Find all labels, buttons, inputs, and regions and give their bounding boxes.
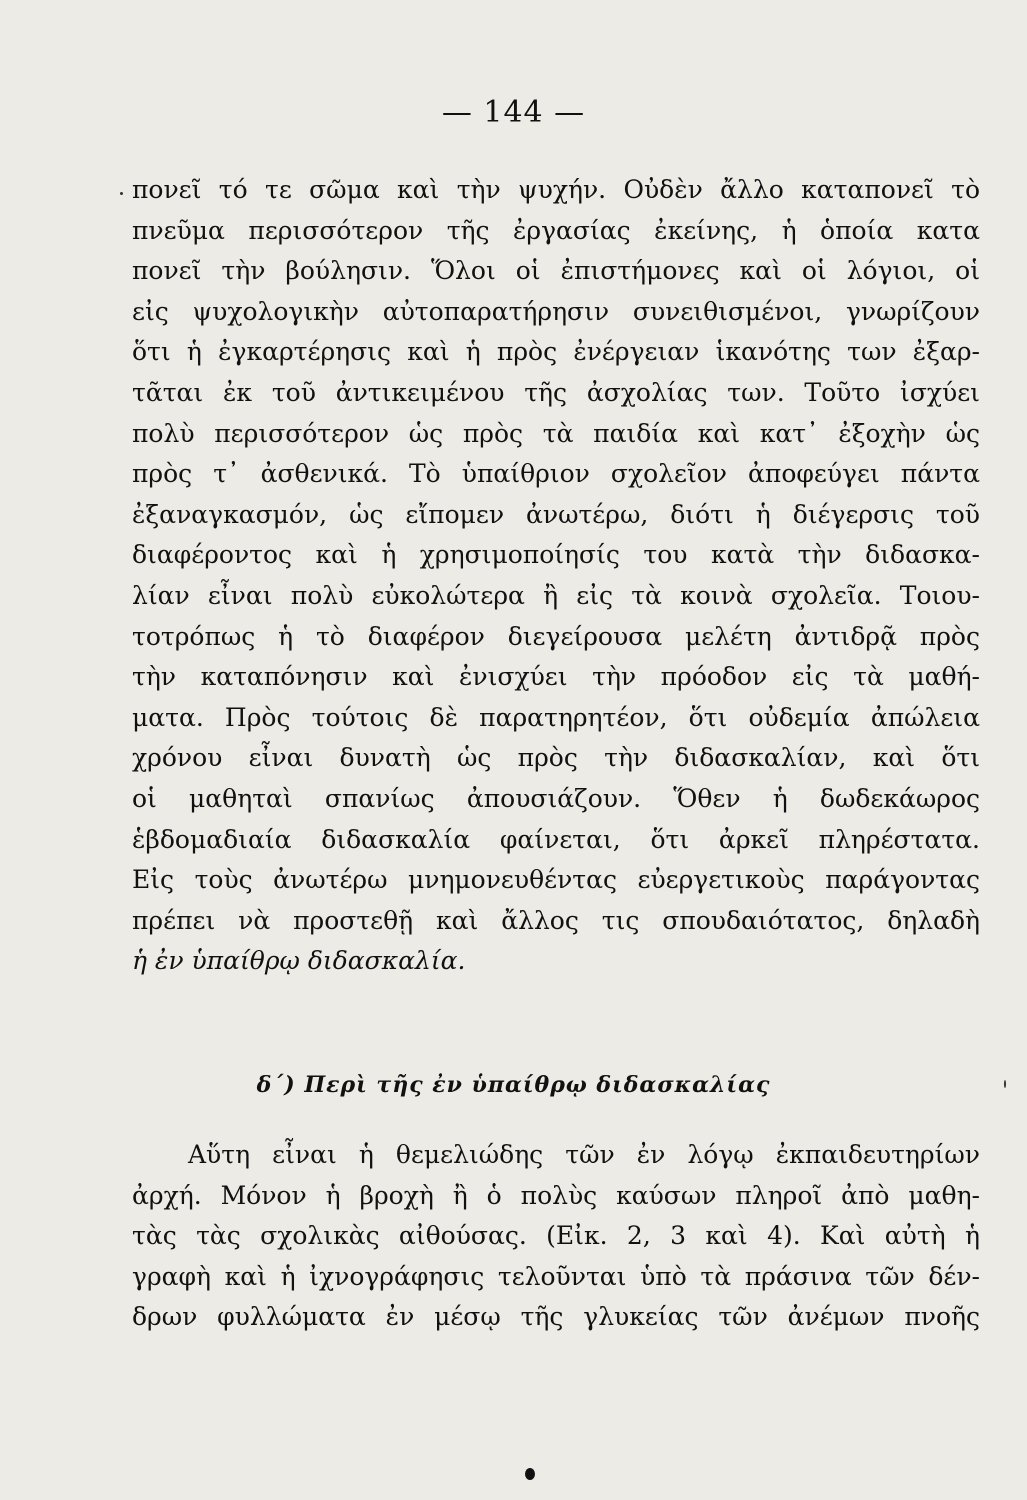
ink-speck [1004,1080,1006,1088]
text-line: τᾶται ἐκ τοῦ ἀντικειμένου τῆς ἀσχολίας των. Τοῦτο ἰσχύει [132,377,980,407]
text-line: ὅτι ἡ ἐγκαρτέρησις καὶ ἡ πρὸς ἐνέργειαν ἱκανότης των ἐξαρ- [132,337,980,367]
text-line: γραφὴ καὶ ἡ ἰχνογράφησις τελοῦνται ὑπὸ τὰ πράσινα τῶν δέν- [132,1261,980,1291]
ink-speck [120,192,123,195]
text-line: ματα. Πρὸς τούτοις δὲ παρατηρητέον, ὅτι οὐδεμία ἀπώλεια [132,702,980,732]
text-line: ἐξαναγκασμόν, ὡς εἴπομεν ἀνωτέρω, διότι ἡ διέγερσις τοῦ [132,499,980,529]
text-line: πρέπει νὰ προστεθῇ καὶ ἄλλος τις σπουδαιότατος, δηλαδὴ [132,905,980,935]
text-line: ἀρχή. Μόνον ἡ βροχὴ ἢ ὁ πολὺς καύσων πληροῖ ἀπὸ μαθη- [132,1180,980,1210]
text-line: τοτρόπως ἡ τὸ διαφέρον διεγείρουσα μελέτη ἀντιδρᾷ πρὸς [132,621,980,651]
text-line: πονεῖ τὴν βούλησιν. Ὅλοι οἱ ἐπιστήμονες καὶ οἱ λόγιοι, οἱ [132,256,980,286]
text-line: εἰς ψυχολογικὴν αὐτοπαρατήρησιν συνειθισμένοι, γνωρίζουν [132,296,980,326]
section-heading: δ´) Περὶ τῆς ἐν ὑπαίθρῳ διδασκαλίας [256,1072,771,1098]
text-line: ἡ ἐν ὑπαίθρῳ διδασκαλία. [132,946,466,976]
text-line: τὴν καταπόνησιν καὶ ἐνισχύει τὴν πρόοδον εἰς τὰ μαθή- [132,662,980,692]
text-line: πονεῖ τό τε σῶμα καὶ τὴν ψυχήν. Οὐδὲν ἄλλο καταπονεῖ τὸ [132,175,980,204]
text-line: χρόνου εἶναι δυνατὴ ὡς πρὸς τὴν διδασκαλίαν, καὶ ὅτι [132,743,980,773]
text-line: δρων φυλλώματα ἐν μέσῳ τῆς γλυκείας τῶν ἀνέμων πνοῆς [132,1302,980,1332]
text-line: ἑβδομαδιαία διδασκαλία φαίνεται, ὅτι ἀρκεῖ πληρέστατα. [132,824,980,854]
text-line: Εἰς τοὺς ἀνωτέρω μνημονευθέντας εὐεργετικοὺς παράγοντας [132,865,980,895]
text-line: διαφέροντος καὶ ἡ χρησιμοποίησίς του κατὰ τὴν διδασκα- [132,540,980,570]
paragraph-1 [132,170,980,982]
text-line: λίαν εἶναι πολὺ εὐκολώτερα ἢ εἰς τὰ κοινὰ σχολεῖα. Τοιου- [132,580,980,610]
ink-dot-mark [525,1468,535,1480]
text-line: πολὺ περισσότερον ὡς πρὸς τὰ παιδία καὶ κατ᾽ ἐξοχὴν ὡς [132,418,980,448]
page-number: — 144 — [441,95,586,130]
text-line: πνεῦμα περισσότερον τῆς ἐργασίας ἐκείνης, ἡ ὁποία κατα [132,215,980,245]
paragraph-2 [132,1135,980,1338]
text-line: Αὕτη εἶναι ἡ θεμελιώδης τῶν ἐν λόγῳ ἐκπαιδευτηρίων [188,1140,980,1169]
text-line: τὰς τὰς σχολικὰς αἰθούσας. (Εἰκ. 2, 3 καὶ 4). Καὶ αὐτὴ ἡ [132,1221,980,1251]
text-line: οἱ μαθηταὶ σπανίως ἀπουσιάζουν. Ὅθεν ἡ δωδεκάωρος [132,783,980,813]
text-line: πρὸς τ᾽ ἀσθενικά. Τὸ ὑπαίθριον σχολεῖον ἀποφεύγει πάντα [132,459,980,489]
